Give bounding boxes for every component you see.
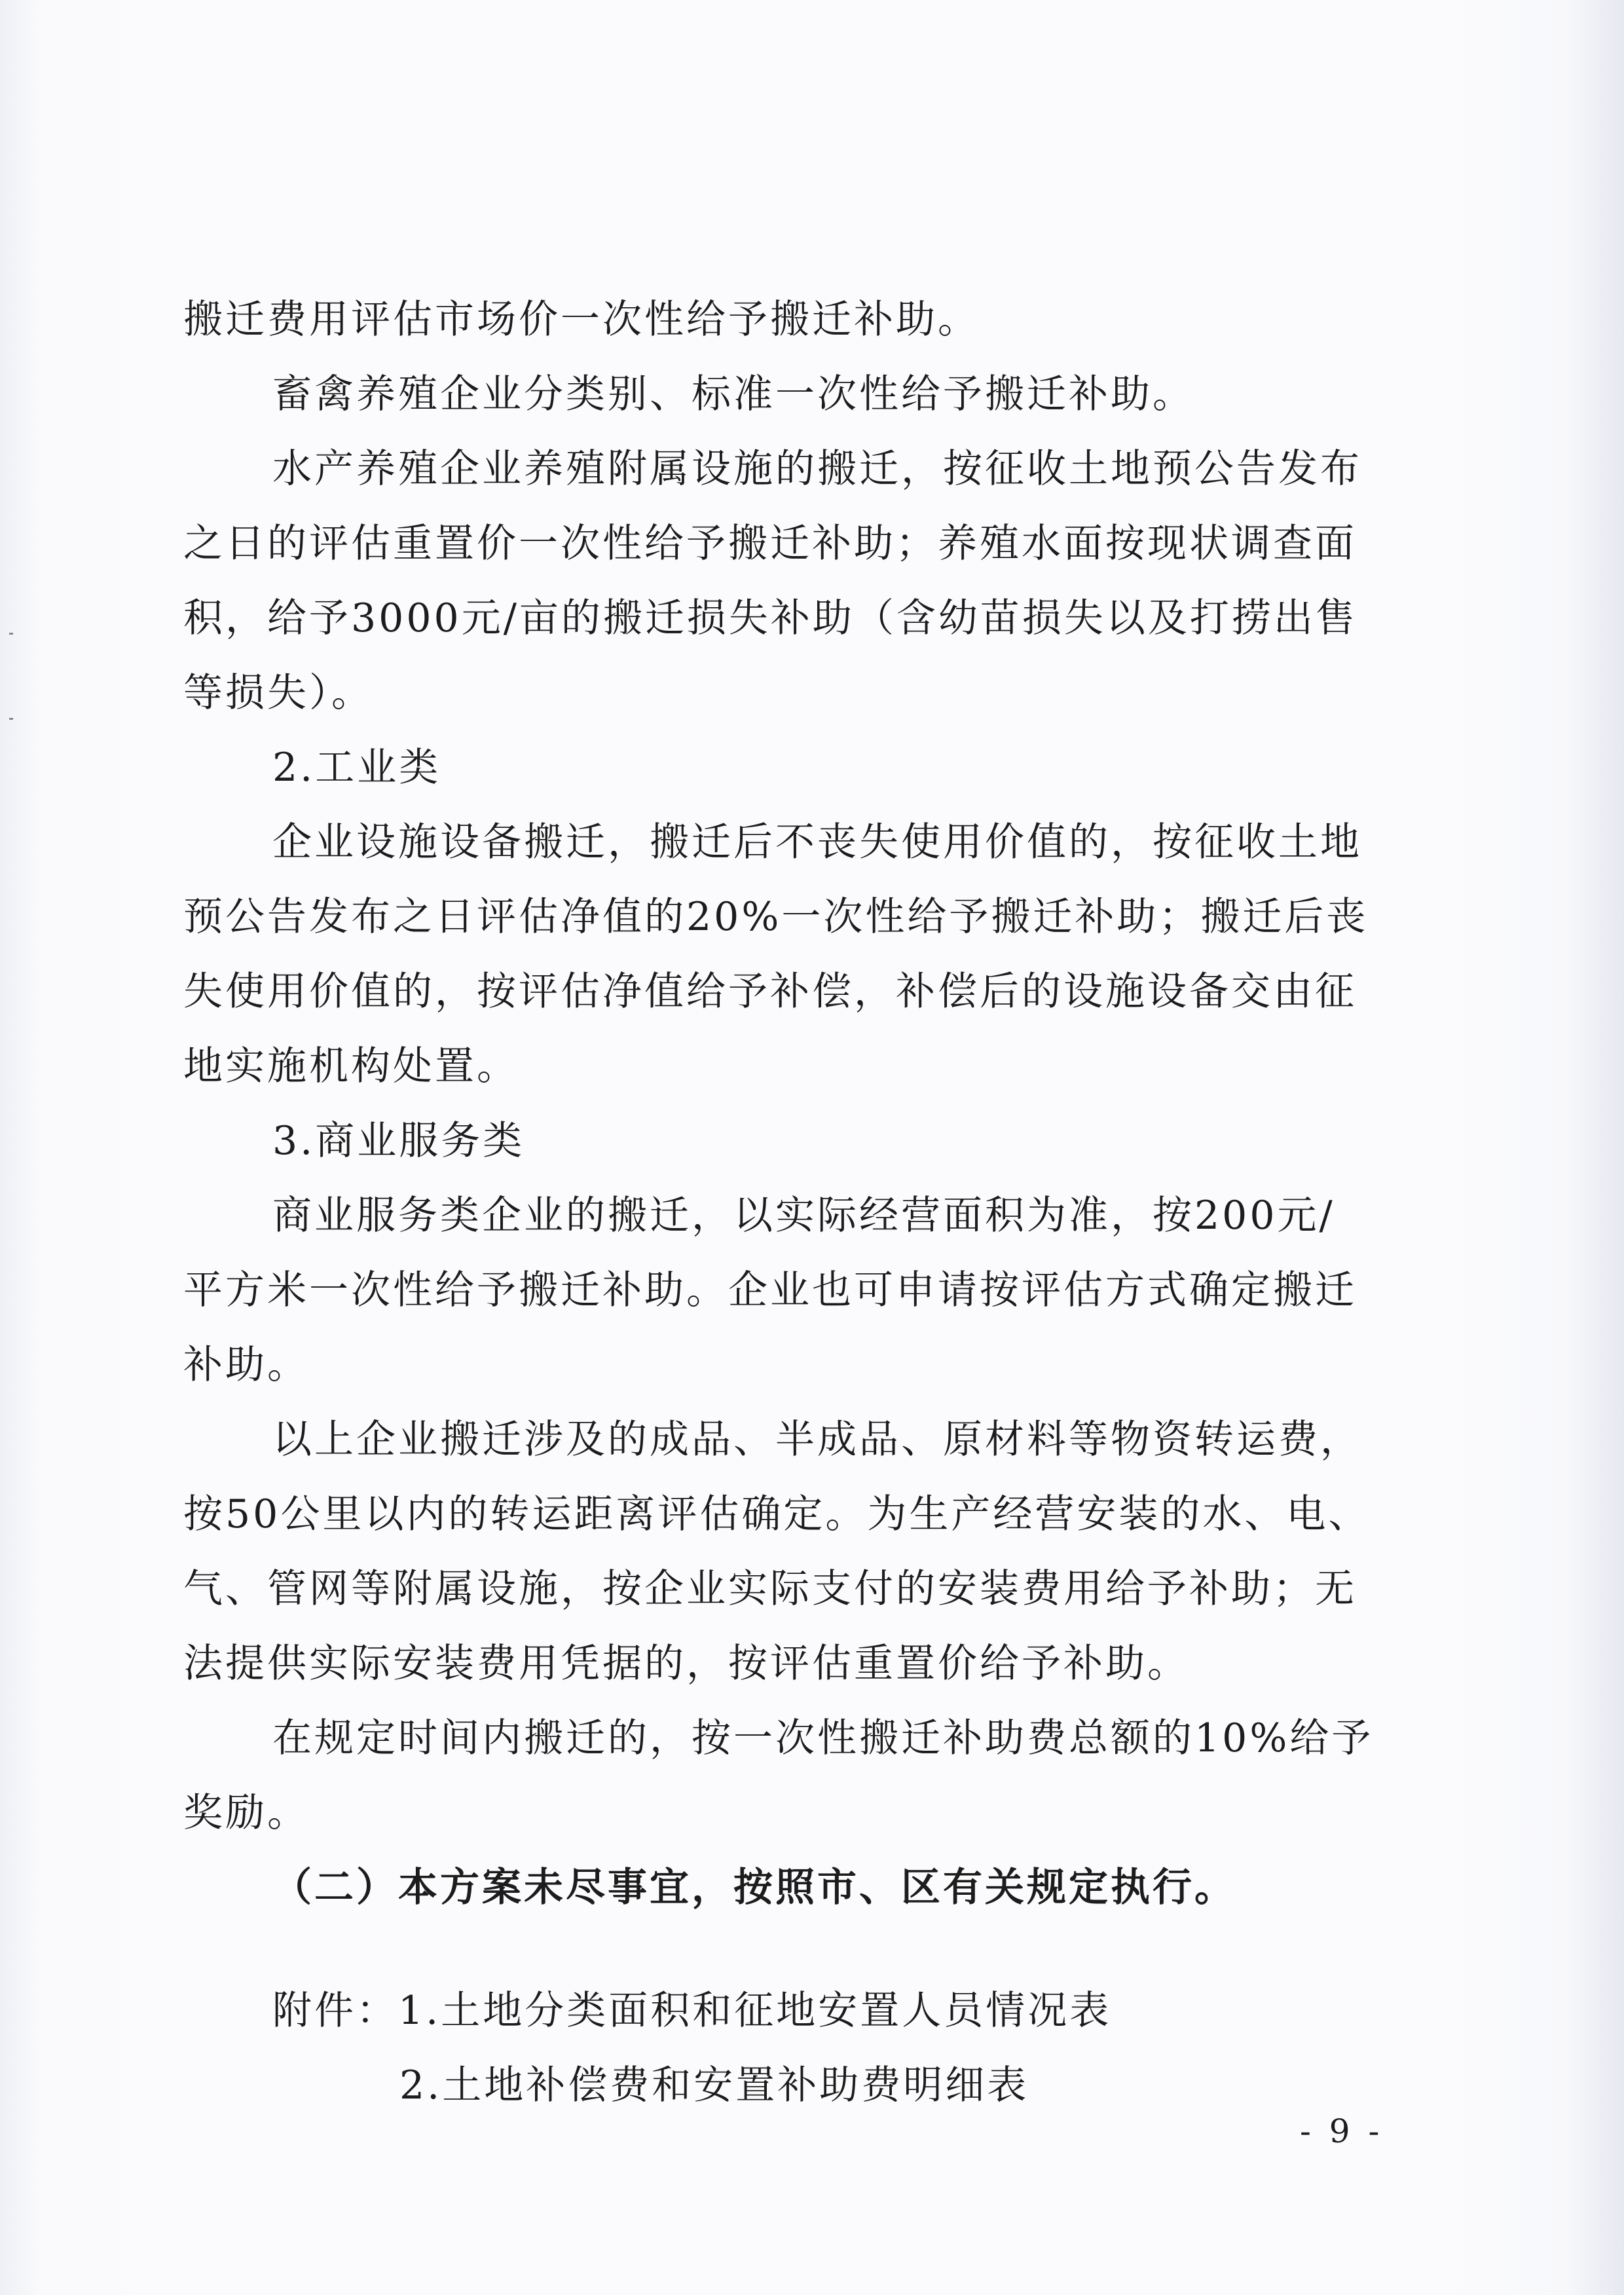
text-line: 预公告发布之日评估净值的20%一次性给予搬迁补助；搬迁后丧 [183,894,1369,940]
scan-mark [9,718,13,720]
text-line: 商业服务类企业的搬迁，以实际经营面积为准，按200元/ [272,1193,1335,1239]
text-line: 水产养殖企业养殖附属设施的搬迁，按征收土地预公告发布 [272,446,1362,492]
text-line: 在规定时间内搬迁的，按一次性搬迁补助费总额的10%给予 [272,1715,1374,1761]
text-line: 以上企业搬迁涉及的成品、半成品、原材料等物资转运费， [272,1417,1362,1463]
attachments-label [272,1978,1111,2043]
text-line: 地实施机构处置。 [183,1043,519,1089]
text-line: 气、管网等附属设施，按企业实际支付的安装费用给予补助；无 [183,1566,1357,1612]
text-line: 平方米一次性给予搬迁补助。企业也可申请按评估方式确定搬迁 [183,1267,1357,1313]
text-line: 等损失）。 [183,670,373,716]
section-heading: （二）本方案未尽事宜，按照市、区有关规定执行。 [272,1865,1236,1911]
attachments-label-text: 附件： [272,1988,398,2034]
text-line: 按50公里以内的转运距离评估确定。为生产经营安装的水、电、 [183,1491,1371,1537]
section-heading: 2.工业类 [272,745,441,791]
text-line: 搬迁费用评估市场价一次性给予搬迁补助。 [183,297,980,343]
text-line: 法提供实际安装费用凭据的，按评估重置价给予补助。 [183,1641,1189,1687]
text-line: 补助。 [183,1342,309,1388]
attachment-item: 2.土地补偿费和安置补助费明细表 [399,2062,1029,2108]
text-line: 企业设施设备搬迁，搬迁后不丧失使用价值的，按征收土地 [272,819,1362,865]
page-number: - 9 - [1300,2112,1384,2150]
scan-edge-shadow [1565,0,1624,2295]
text-line: 奖励。 [183,1790,309,1836]
text-line: 积，给予3000元/亩的搬迁损失补助（含幼苗损失以及打捞出售 [183,595,1357,641]
text-line: 畜禽养殖企业分类别、标准一次性给予搬迁补助。 [272,371,1194,417]
attachment-item: 1.土地分类面积和征地安置人员情况表 [398,1988,1112,2034]
section-heading: 3.商业服务类 [272,1118,525,1164]
text-line: 之日的评估重置价一次性给予搬迁补助；养殖水面按现状调查面 [183,521,1357,567]
scan-mark [9,633,13,635]
text-line: 失使用价值的，按评估净值给予补偿，补偿后的设施设备交由征 [183,969,1357,1015]
